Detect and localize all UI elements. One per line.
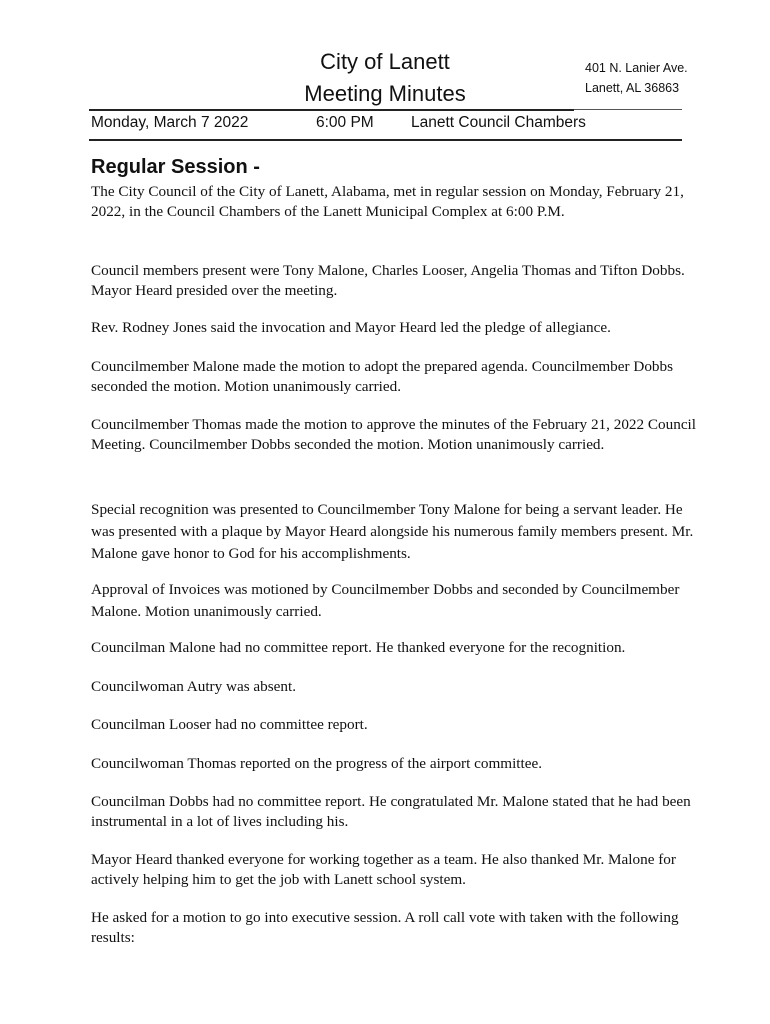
header-divider-top-right (574, 109, 682, 110)
paragraph-call-to-order: The City Council of the City of Lanett, Alabama, met in regular session on Monday, February 21, 2022, in the Council Chambers of the Lanett Municipal Complex at 6:00 P.M. (91, 183, 684, 220)
city-address (585, 58, 688, 98)
header-divider-top (89, 109, 574, 111)
paragraph-executive-session: He asked for a motion to go into executive session. A roll call vote with taken with the following results: (91, 909, 679, 946)
paragraph-invocation: Rev. Rodney Jones said the invocation and Mayor Heard led the pledge of allegiance. (91, 319, 611, 336)
title-city: City of Lanett (320, 49, 450, 74)
paragraph-agenda-motion: Councilmember Malone made the motion to adopt the prepared agenda. Councilmember Dobbs seconded the motion. Motion unanimously carried. (91, 358, 674, 395)
paragraph-report-thomas: Councilwoman Thomas reported on the progress of the airport committee. (91, 755, 543, 772)
paragraph-special-recognition: Special recognition was presented to Councilmember Tony Malone for being a servant leader. He was presented with a plaque by Mayor Heard alongside his numerous family members present. Mr. Malone gave honor to God for his accomplishments. (91, 501, 694, 562)
paragraph-mayor-remarks: Mayor Heard thanked everyone for working together as a team. He also thanked Mr. Malone for actively helping him to get the job with Lanett school system. (91, 851, 676, 888)
section-heading: Regular Session - (91, 156, 260, 178)
paragraph-report-looser: Councilman Looser had no committee report. (91, 716, 368, 733)
meeting-location: Lanett Council Chambers (411, 114, 586, 131)
paragraph-report-malone: Councilman Malone had no committee report. He thanked everyone for the recognition. (91, 639, 626, 656)
paragraph-invoice-approval: Approval of Invoices was motioned by Councilmember Dobbs and seconded by Councilmember Malone. Motion unanimously carried. (91, 581, 680, 620)
address-city-state-zip: Lanett, AL 36863 (585, 81, 680, 95)
document-title (270, 46, 500, 110)
title-meeting-minutes: Meeting Minutes (304, 81, 466, 106)
paragraph-minutes-approval: Councilmember Thomas made the motion to approve the minutes of the February 21, 2022 Council Meeting. Councilmember Dobbs seconded the motion. Motion unanimously carried. (91, 416, 696, 453)
header-divider-bottom (89, 139, 682, 141)
paragraph-report-autry: Councilwoman Autry was absent. (91, 678, 297, 695)
meeting-time: 6:00 PM (316, 114, 374, 131)
address-street: 401 N. Lanier Ave. (585, 61, 688, 75)
paragraph-report-dobbs: Councilman Dobbs had no committee report. He congratulated Mr. Malone stated that he had been instrumental in a lot of lives including his. (91, 793, 691, 830)
paragraph-members-present: Council members present were Tony Malone, Charles Looser, Angelia Thomas and Tifton Dobbs. Mayor Heard presided over the meeting. (91, 262, 685, 299)
meeting-date: Monday, March 7 2022 (91, 114, 249, 131)
